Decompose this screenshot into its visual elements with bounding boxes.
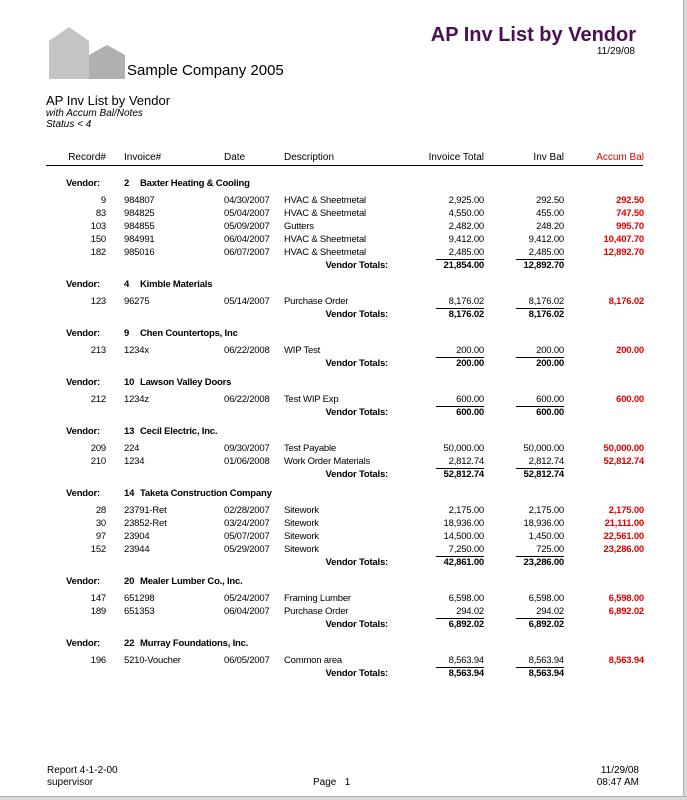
invoice-description: Sitework: [284, 544, 319, 555]
record-number: 97: [95, 531, 106, 542]
footer-time: 08:47 AM: [596, 777, 639, 788]
record-number: 150: [90, 234, 106, 245]
invoice-total: 2,175.00: [448, 505, 484, 516]
accumulated-balance: 995.70: [616, 221, 644, 232]
invoice-date: 05/07/2007: [224, 531, 270, 542]
vendor-name: Murray Foundations, Inc.: [140, 638, 249, 649]
invoice-balance: 2,175.00: [528, 505, 564, 516]
vendor-total-balance: 6,892.02: [528, 619, 564, 630]
invoice-total: 200.00: [456, 345, 484, 356]
vendor-totals-label: Vendor Totals:: [325, 557, 388, 568]
invoice-description: Test Payable: [284, 443, 336, 454]
header-date: 11/29/08: [596, 46, 635, 57]
invoice-description: Test WIP Exp: [284, 394, 339, 405]
invoice-date: 05/24/2007: [224, 593, 270, 604]
invoice-balance: 248.20: [536, 221, 564, 232]
record-number: 30: [95, 518, 106, 529]
vendor-totals-label: Vendor Totals:: [325, 260, 388, 271]
invoice-total: 4,550.00: [448, 208, 484, 219]
invoice-number: 96275: [124, 296, 150, 307]
accumulated-balance: 6,892.02: [608, 606, 644, 617]
invoice-balance: 6,598.00: [528, 593, 564, 604]
invoice-total: 6,598.00: [448, 593, 484, 604]
invoice-total: 2,925.00: [448, 195, 484, 206]
vendor-totals-label: Vendor Totals:: [325, 407, 388, 418]
report-title: AP Inv List by Vendor: [430, 24, 636, 46]
invoice-total: 2,485.00: [448, 247, 484, 258]
vendor-total-balance: 600.00: [536, 407, 564, 418]
invoice-number: 1234: [124, 456, 145, 467]
accumulated-balance: 10,407.70: [603, 234, 644, 245]
invoice-number: 984991: [124, 234, 155, 245]
invoice-balance: 2,485.00: [528, 247, 564, 258]
accumulated-balance: 23,286.00: [603, 544, 644, 555]
invoice-date: 06/22/2008: [224, 345, 270, 356]
invoice-total: 7,250.00: [448, 544, 484, 555]
column-header-record: Record#: [68, 152, 106, 163]
vendor-total-balance: 200.00: [536, 358, 564, 369]
invoice-description: Framing Lumber: [284, 593, 351, 604]
column-header-description: Description: [284, 152, 335, 163]
invoice-description: HVAC & Sheetmetal: [284, 208, 366, 219]
report-subtitle-note: with Accum Bal/Notes: [46, 108, 143, 119]
record-number: 213: [90, 345, 106, 356]
invoice-description: Sitework: [284, 505, 319, 516]
accumulated-balance: 747.50: [616, 208, 644, 219]
vendor-totals-label: Vendor Totals:: [325, 668, 388, 679]
vendor-label: Vendor:: [66, 328, 100, 339]
record-number: 189: [90, 606, 106, 617]
vendor-total-invoice: 52,812.74: [443, 469, 484, 480]
invoice-balance: 292.50: [536, 195, 564, 206]
column-header-inv-bal: Inv Bal: [533, 152, 564, 163]
invoice-balance: 294.02: [536, 606, 564, 617]
vendor-total-balance: 12,892.70: [523, 260, 564, 271]
invoice-balance: 50,000.00: [523, 443, 564, 454]
accumulated-balance: 6,598.00: [608, 593, 644, 604]
invoice-description: Common area: [284, 655, 342, 666]
invoice-date: 05/09/2007: [224, 221, 270, 232]
invoice-number: 224: [124, 443, 140, 454]
invoice-balance: 1,450.00: [528, 531, 564, 542]
vendor-number: 4: [124, 279, 130, 290]
invoice-balance: 9,412.00: [528, 234, 564, 245]
record-number: 123: [90, 296, 106, 307]
record-number: 28: [95, 505, 106, 516]
invoice-balance: 2,812.74: [528, 456, 564, 467]
page-label: Page: [313, 777, 337, 788]
invoice-total: 2,812.74: [448, 456, 484, 467]
invoice-date: 05/29/2007: [224, 544, 270, 555]
invoice-balance: 18,936.00: [523, 518, 564, 529]
invoice-number: 23904: [124, 531, 150, 542]
invoice-number: 984825: [124, 208, 155, 219]
invoice-number: 984807: [124, 195, 155, 206]
invoice-total: 8,176.02: [448, 296, 484, 307]
vendor-total-invoice: 200.00: [456, 358, 484, 369]
invoice-description: Purchase Order: [284, 606, 349, 617]
vendor-totals-label: Vendor Totals:: [325, 619, 388, 630]
record-number: 147: [90, 593, 106, 604]
vendor-total-invoice: 8,563.94: [448, 668, 484, 679]
accumulated-balance: 22,561.00: [603, 531, 644, 542]
invoice-number: 23852-Ret: [124, 518, 167, 529]
invoice-balance: 600.00: [536, 394, 564, 405]
invoice-number: 984855: [124, 221, 155, 232]
invoice-date: 05/14/2007: [224, 296, 270, 307]
accumulated-balance: 2,175.00: [608, 505, 644, 516]
invoice-date: 09/30/2007: [224, 443, 270, 454]
vendor-number: 2: [124, 178, 130, 189]
record-number: 83: [95, 208, 106, 219]
vendor-label: Vendor:: [66, 426, 100, 437]
vendor-label: Vendor:: [66, 377, 100, 388]
invoice-description: Purchase Order: [284, 296, 349, 307]
vendor-total-balance: 52,812.74: [523, 469, 564, 480]
company-name: Sample Company 2005: [127, 62, 284, 79]
invoice-balance: 8,563.94: [528, 655, 564, 666]
house-logo-icon: [49, 27, 129, 79]
vendor-total-invoice: 21,854.00: [443, 260, 484, 271]
accumulated-balance: 292.50: [616, 195, 644, 206]
vendor-totals-label: Vendor Totals:: [325, 358, 388, 369]
invoice-total: 2,482.00: [448, 221, 484, 232]
invoice-total: 18,936.00: [443, 518, 484, 529]
record-number: 152: [90, 544, 106, 555]
header-divider: [46, 165, 643, 166]
invoice-date: 06/07/2007: [224, 247, 270, 258]
vendor-label: Vendor:: [66, 638, 100, 649]
invoice-balance: 725.00: [536, 544, 564, 555]
invoice-date: 02/28/2007: [224, 505, 270, 516]
invoice-date: 03/24/2007: [224, 518, 270, 529]
accumulated-balance: 8,563.94: [608, 655, 644, 666]
vendor-name: Taketa Construction Company: [140, 488, 272, 499]
window-bottom-edge: [0, 796, 687, 800]
vendor-number: 14: [124, 488, 135, 499]
column-header-date: Date: [224, 152, 246, 163]
vendor-total-invoice: 8,176.02: [448, 309, 484, 320]
invoice-date: 01/06/2008: [224, 456, 270, 467]
invoice-date: 06/05/2007: [224, 655, 270, 666]
invoice-number: 23791-Ret: [124, 505, 167, 516]
invoice-total: 14,500.00: [443, 531, 484, 542]
invoice-number: 1234z: [124, 394, 149, 405]
invoice-date: 06/04/2007: [224, 234, 270, 245]
record-number: 103: [90, 221, 106, 232]
vendor-label: Vendor:: [66, 576, 100, 587]
invoice-date: 06/04/2007: [224, 606, 270, 617]
invoice-total: 8,563.94: [448, 655, 484, 666]
vendor-total-invoice: 42,861.00: [443, 557, 484, 568]
footer-report-id: Report 4-1-2-00: [47, 765, 118, 776]
invoice-number: 23944: [124, 544, 150, 555]
invoice-description: HVAC & Sheetmetal: [284, 195, 366, 206]
record-number: 210: [90, 456, 106, 467]
vendor-total-balance: 8,176.02: [528, 309, 564, 320]
invoice-description: Sitework: [284, 518, 319, 529]
window-right-edge: [683, 0, 687, 800]
record-number: 196: [90, 655, 106, 666]
vendor-number: 13: [124, 426, 135, 437]
vendor-total-invoice: 6,892.02: [448, 619, 484, 630]
invoice-description: Gutters: [284, 221, 314, 232]
vendor-total-balance: 8,563.94: [528, 668, 564, 679]
vendor-label: Vendor:: [66, 488, 100, 499]
vendor-name: Kimble Materials: [140, 279, 213, 290]
invoice-description: HVAC & Sheetmetal: [284, 234, 366, 245]
invoice-description: WIP Test: [284, 345, 321, 356]
invoice-number: 651353: [124, 606, 155, 617]
invoice-total: 294.02: [456, 606, 484, 617]
accumulated-balance: 600.00: [616, 394, 644, 405]
invoice-description: Sitework: [284, 531, 319, 542]
vendor-number: 22: [124, 638, 135, 649]
column-header-accum-bal: Accum Bal: [596, 152, 644, 163]
invoice-number: 1234x: [124, 345, 149, 356]
vendor-name: Mealer Lumber Co., Inc.: [140, 576, 243, 587]
vendor-name: Chen Countertops, Inc: [140, 328, 238, 339]
record-number: 182: [90, 247, 106, 258]
accumulated-balance: 12,892.70: [603, 247, 644, 258]
vendor-name: Cecil Electric, Inc.: [140, 426, 218, 437]
vendor-number: 9: [124, 328, 130, 339]
page-number: 1: [344, 777, 351, 788]
accumulated-balance: 200.00: [616, 345, 644, 356]
invoice-total: 9,412.00: [448, 234, 484, 245]
invoice-description: Work Order Materials: [284, 456, 371, 467]
vendor-name: Baxter Heating & Cooling: [140, 178, 250, 189]
invoice-total: 600.00: [456, 394, 484, 405]
invoice-description: HVAC & Sheetmetal: [284, 247, 366, 258]
record-number: 209: [90, 443, 106, 454]
vendor-total-balance: 23,286.00: [523, 557, 564, 568]
invoice-balance: 455.00: [536, 208, 564, 219]
column-header-invoice: Invoice#: [124, 152, 162, 163]
invoice-date: 06/22/2008: [224, 394, 270, 405]
record-number: 9: [100, 195, 106, 206]
record-number: 212: [90, 394, 106, 405]
footer-user: supervisor: [47, 777, 94, 788]
invoice-number: 651298: [124, 593, 155, 604]
vendor-totals-label: Vendor Totals:: [325, 469, 388, 480]
status-filter: Status < 4: [46, 119, 92, 130]
footer-page: [313, 777, 350, 788]
invoice-number: 985016: [124, 247, 155, 258]
footer-date: 11/29/08: [600, 765, 639, 776]
invoice-date: 04/30/2007: [224, 195, 270, 206]
accumulated-balance: 50,000.00: [603, 443, 644, 454]
vendor-number: 20: [124, 576, 135, 587]
report-subtitle: AP Inv List by Vendor: [46, 93, 171, 108]
invoice-number: 5210-Voucher: [124, 655, 181, 666]
invoice-date: 05/04/2007: [224, 208, 270, 219]
vendor-totals-label: Vendor Totals:: [325, 309, 388, 320]
accumulated-balance: 52,812.74: [603, 456, 644, 467]
vendor-name: Lawson Valley Doors: [140, 377, 232, 388]
invoice-balance: 8,176.02: [528, 296, 564, 307]
column-header-invoice-total: Invoice Total: [428, 152, 484, 163]
vendor-label: Vendor:: [66, 279, 100, 290]
vendor-label: Vendor:: [66, 178, 100, 189]
invoice-balance: 200.00: [536, 345, 564, 356]
accumulated-balance: 21,111.00: [604, 518, 644, 529]
vendor-total-invoice: 600.00: [456, 407, 484, 418]
accumulated-balance: 8,176.02: [608, 296, 644, 307]
invoice-total: 50,000.00: [443, 443, 484, 454]
vendor-number: 10: [124, 377, 135, 388]
